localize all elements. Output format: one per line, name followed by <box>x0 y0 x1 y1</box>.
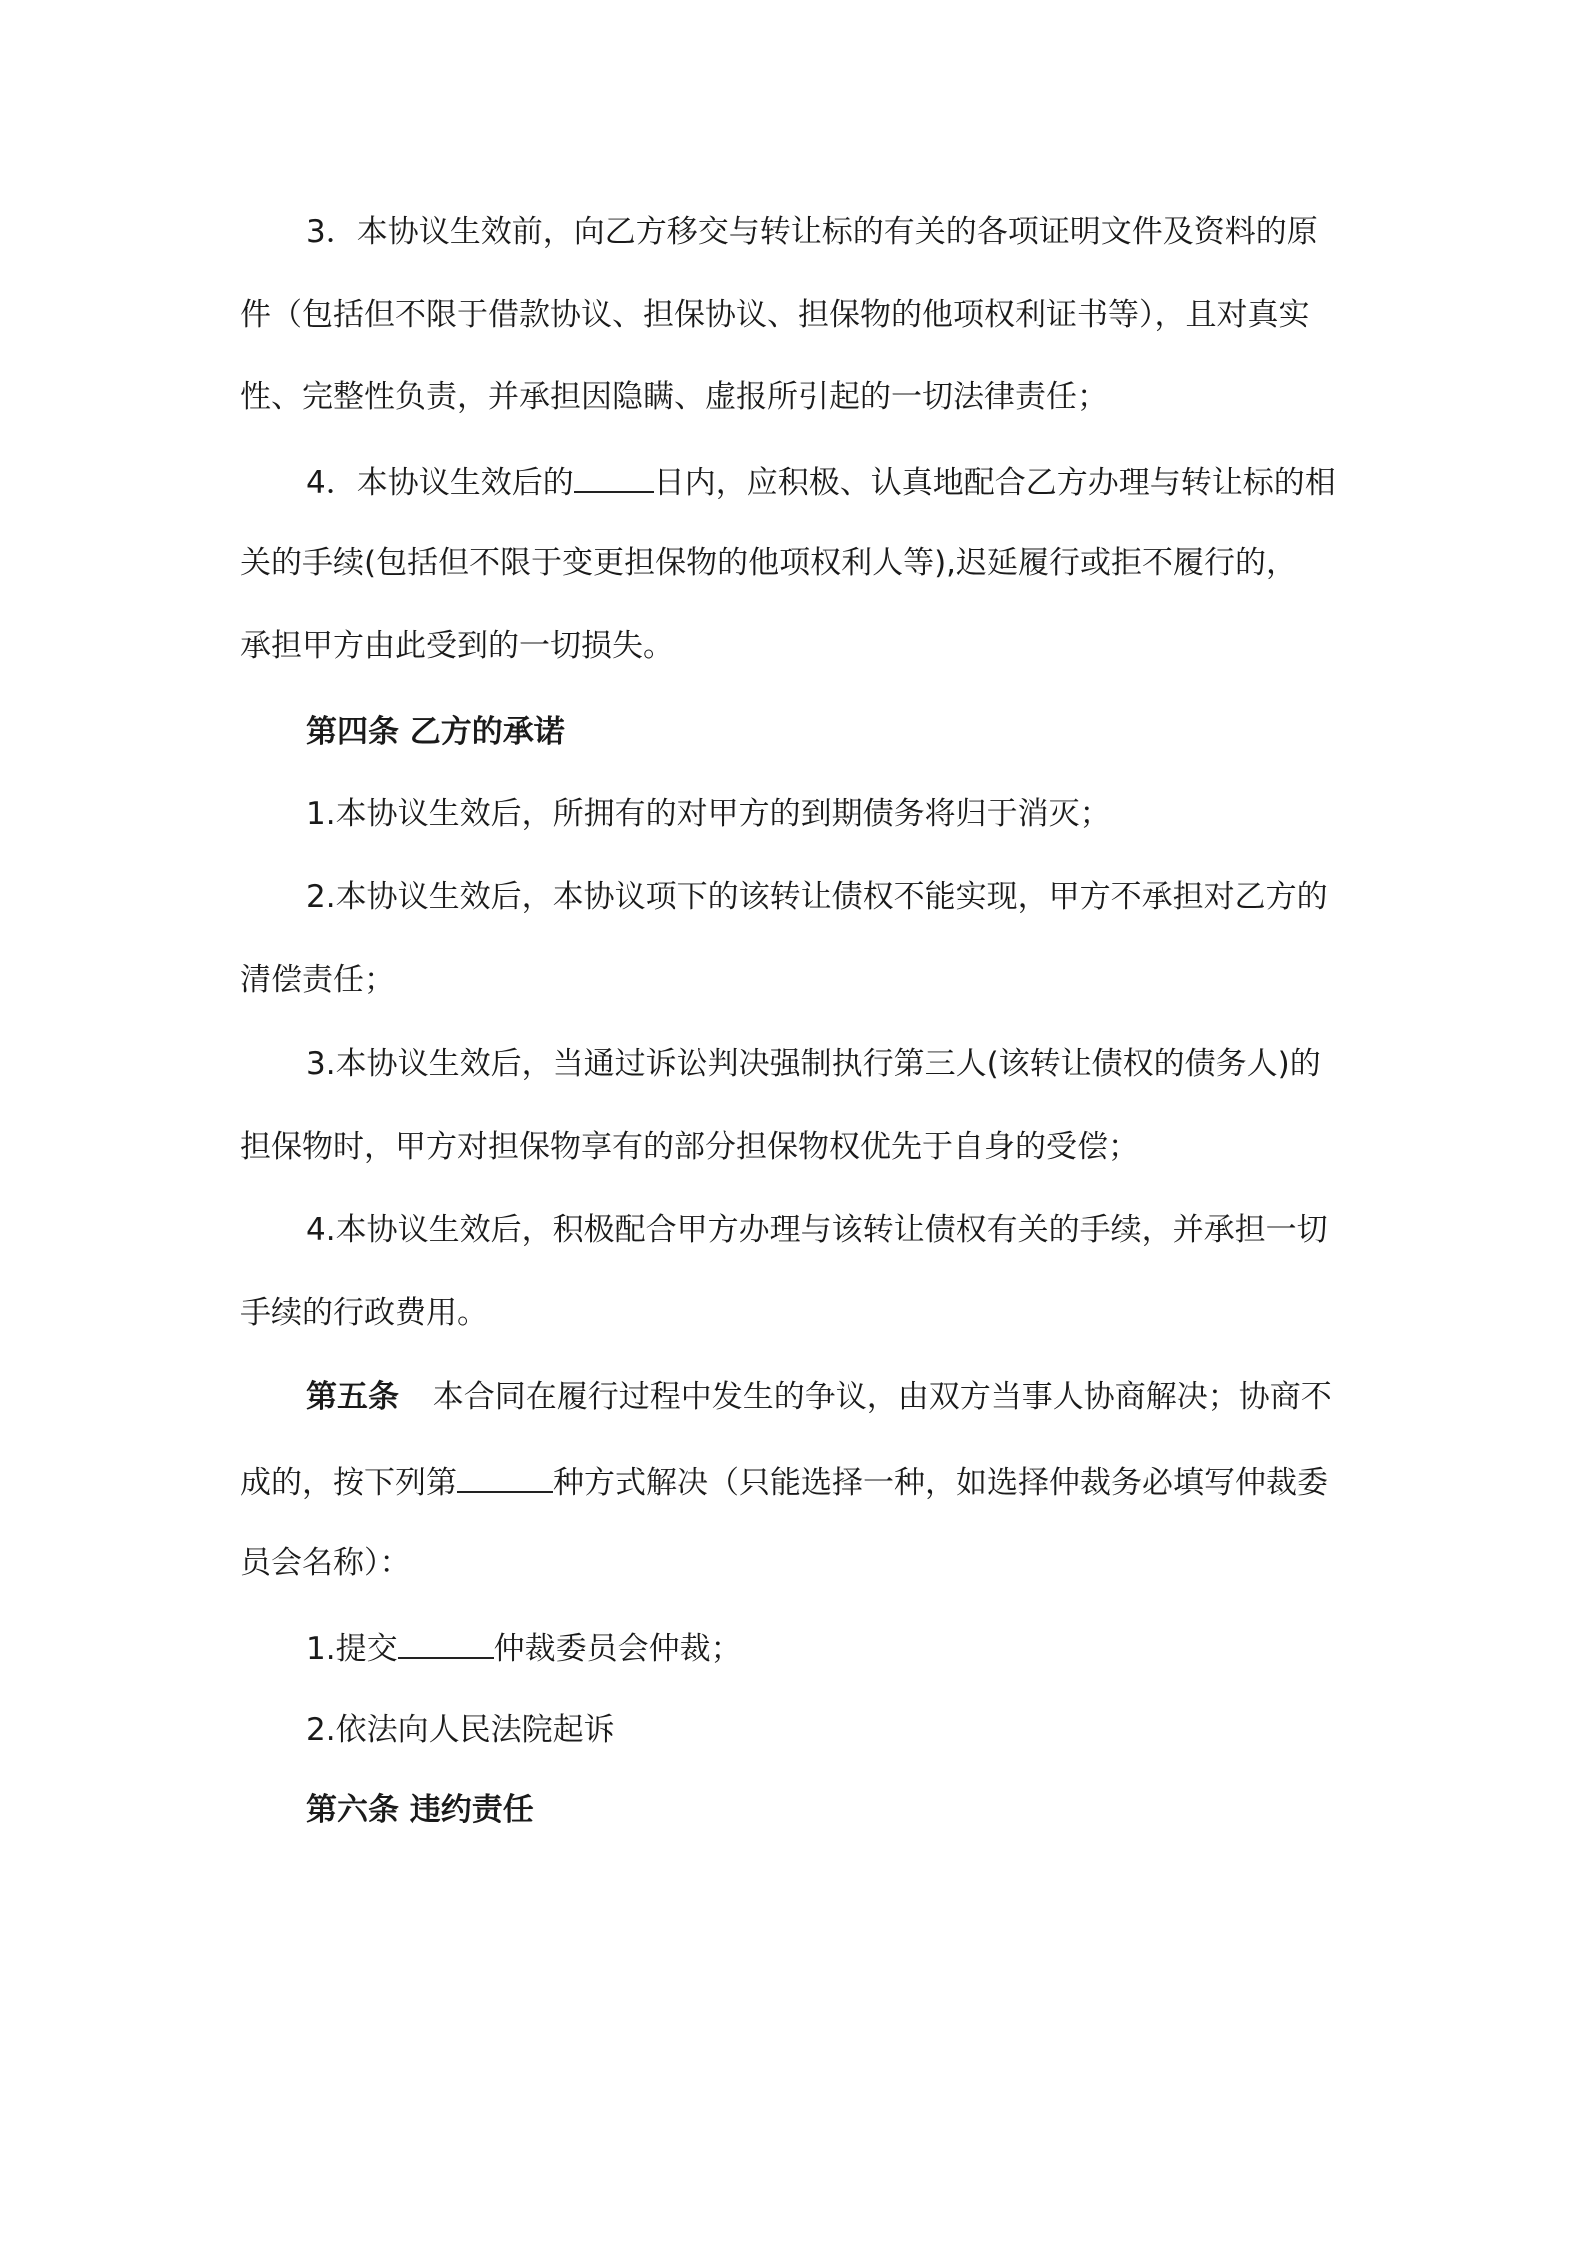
line-text: 关的手续(包括但不限于变更担保物的他项权利人等),迟延履行或拒不履行的， <box>240 545 1298 581</box>
line-text: 清偿责任； <box>240 962 395 998</box>
line-text: 4．本协议生效后的 <box>306 465 574 501</box>
line-text: 本合同在履行过程中发生的争议，由双方当事人协商解决；协商不 <box>432 1379 1332 1415</box>
fill-in-blank[interactable] <box>574 461 654 493</box>
section-heading <box>0 712 1586 752</box>
line-text: 担保物时，甲方对担保物享有的部分担保物权优先于自身的受偿； <box>240 1129 1139 1165</box>
paragraph-line <box>0 1377 1586 1417</box>
line-text: 2.本协议生效后，本协议项下的该转让债权不能实现，甲方不承担对乙方的 <box>306 879 1328 915</box>
line-text: 3.本协议生效后，当通过诉讼判决强制执行第三人(该转让债权的债务人)的 <box>306 1046 1321 1082</box>
line-text: 4.本协议生效后，积极配合甲方办理与该转让债权有关的手续，并承担一切 <box>306 1212 1328 1248</box>
line-text: 件（包括但不限于借款协议、担保协议、担保物的他项权利证书等），且对真实 <box>240 297 1310 333</box>
paragraph-line <box>0 877 1586 917</box>
paragraph-line <box>0 1127 1586 1167</box>
line-text: 性、完整性负责，并承担因隐瞒、虚报所引起的一切法律责任； <box>240 379 1108 415</box>
line-text: 1.本协议生效后，所拥有的对甲方的到期债务将归于消灭； <box>306 796 1111 832</box>
section-heading <box>0 1790 1586 1830</box>
paragraph-line <box>0 1210 1586 1250</box>
paragraph-line <box>0 1461 1586 1503</box>
line-text: 日内，应积极、认真地配合乙方办理与转让标的相 <box>653 465 1336 501</box>
line-text: 3．本协议生效前，向乙方移交与转让标的有关的各项证明文件及资料的原 <box>306 214 1318 250</box>
paragraph-line <box>0 543 1586 583</box>
line-text: 仲裁委员会仲裁； <box>493 1631 742 1667</box>
heading-text: 第六条 违约责任 <box>306 1792 534 1828</box>
fill-in-blank[interactable] <box>457 1461 553 1493</box>
paragraph-line <box>0 1627 1586 1669</box>
heading-text: 第四条 乙方的承诺 <box>306 714 565 750</box>
paragraph-line <box>0 626 1586 666</box>
paragraph-line <box>0 1044 1586 1084</box>
paragraph-line <box>0 1543 1586 1583</box>
line-text: 1.提交 <box>306 1631 398 1667</box>
paragraph-line <box>0 377 1586 417</box>
paragraph-line <box>0 794 1586 834</box>
paragraph-line <box>0 295 1586 335</box>
paragraph-line <box>0 960 1586 1000</box>
line-text: 成的，按下列第 <box>240 1465 457 1501</box>
fill-in-blank[interactable] <box>398 1627 494 1659</box>
paragraph-line <box>0 461 1586 503</box>
line-text: 员会名称）： <box>240 1545 411 1581</box>
paragraph-line <box>0 1710 1586 1750</box>
line-text: 2.依法向人民法院起诉 <box>306 1712 615 1748</box>
paragraph-line <box>0 1293 1586 1333</box>
line-text: 种方式解决（只能选择一种，如选择仲裁务必填写仲裁委 <box>553 1465 1328 1501</box>
line-text: 手续的行政费用。 <box>240 1295 488 1331</box>
paragraph-line <box>0 212 1586 252</box>
line-text: 承担甲方由此受到的一切损失。 <box>240 628 674 664</box>
section-heading: 第五条 <box>306 1379 399 1415</box>
